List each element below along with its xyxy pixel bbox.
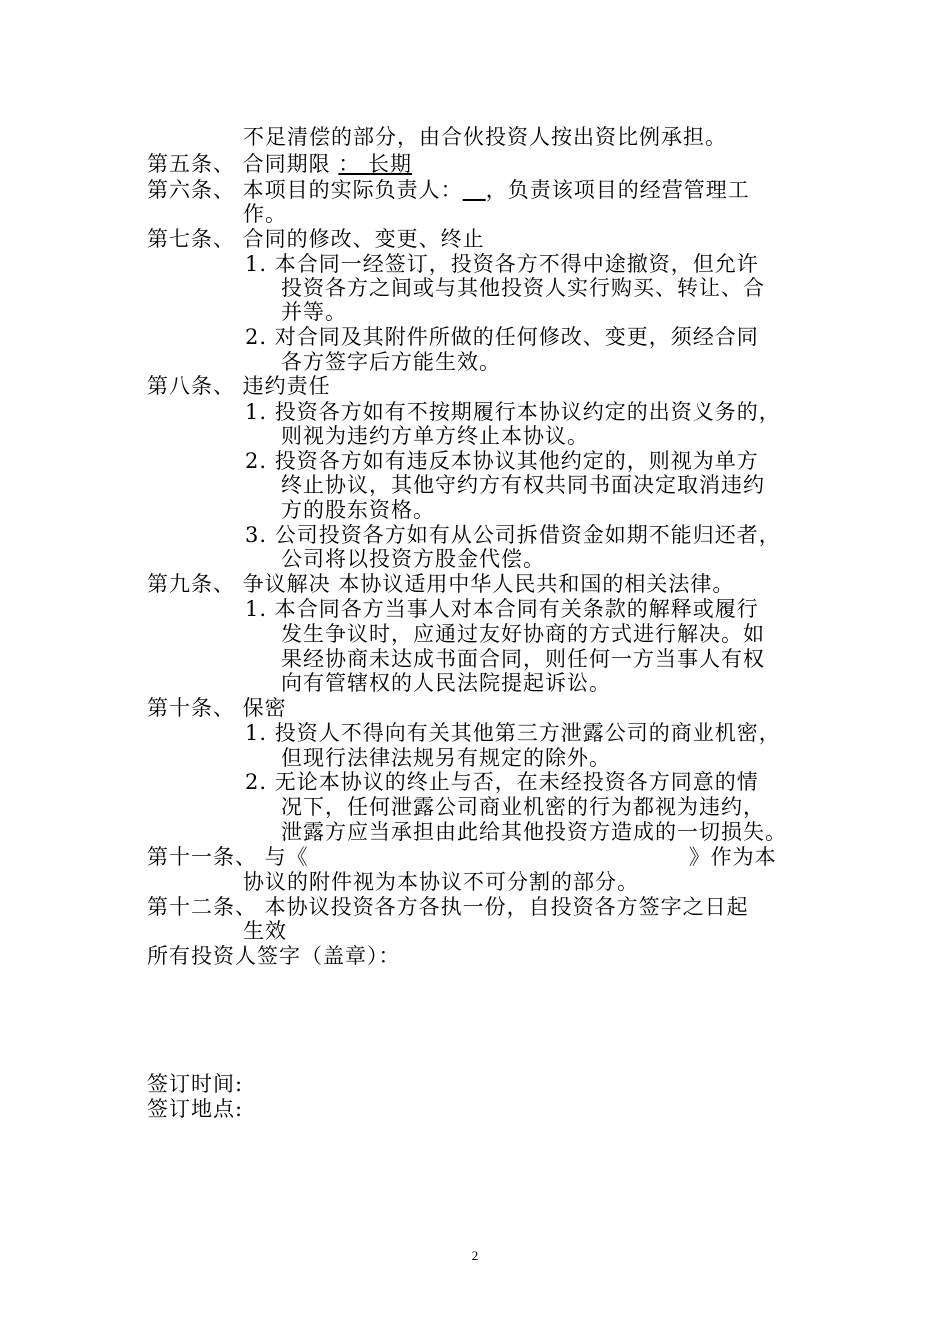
- text-line: 况下，任何泄露公司商业机密的行为都视为违约，: [281, 795, 765, 819]
- text-line: 向有管辖权的人民法院提起诉讼。: [281, 671, 611, 695]
- text-line: 生效: [243, 919, 287, 943]
- article-12-line: 第十二条、 本协议投资各方各执一份，自投资各方签字之日起: [147, 895, 749, 919]
- text-line: 发生争议时，应通过友好协商的方式进行解决。如: [281, 622, 765, 646]
- article-5-line: [147, 152, 412, 176]
- text-line: 并等。: [281, 300, 347, 324]
- text-line: 协议的附件视为本协议不可分割的部分。: [243, 870, 639, 894]
- text-line: 则视为违约方单方终止本协议。: [281, 424, 589, 448]
- article-11-suffix: 》作为本: [688, 845, 777, 869]
- list-item: 2. 投资各方如有违反本协议其他约定的，则视为单方: [245, 449, 759, 473]
- list-item: 2. 对合同及其附件所做的任何修改、变更，须经合同: [245, 325, 759, 349]
- article-9-heading: 第九条、 争议解决 本协议适用中华人民共和国的相关法律。: [147, 572, 735, 596]
- contract-term-value: ： 长期: [338, 152, 413, 176]
- text-line: 各方签字后方能生效。: [281, 350, 501, 374]
- signing-time-label: 签订时间:: [147, 1072, 244, 1096]
- article-11-line: [147, 845, 777, 869]
- list-item: 1. 本合同各方当事人对本合同有关条款的解释或履行: [245, 597, 759, 621]
- responsible-person-blank: [463, 178, 486, 202]
- text-line: 泄露方应当承担由此给其他投资方造成的一切损失。: [281, 820, 787, 844]
- text-line: 方的股东资格。: [281, 498, 435, 522]
- article-10-heading: 第十条、 保密: [147, 696, 287, 720]
- page-number: 2: [471, 1248, 479, 1263]
- article-7-heading: 第七条、 合同的修改、变更、终止: [147, 227, 485, 251]
- text-line: 公司将以投资方股金代偿。: [281, 547, 545, 571]
- signing-place-label: 签订地点:: [147, 1097, 244, 1121]
- list-item: 2. 无论本协议的终止与否，在未经投资各方同意的情: [245, 770, 759, 794]
- text-line: 投资各方之间或与其他投资人实行购买、转让、合: [281, 276, 765, 300]
- article-6-suffix: ，负责该项目的经营管理工: [485, 178, 750, 202]
- investor-signature-label: 所有投资人签字（盖章）：: [147, 944, 401, 968]
- article-5-label: 第五条、 合同期限: [147, 152, 339, 176]
- text-line: 终止协议，其他守约方有权共同书面决定取消违约: [281, 473, 765, 497]
- list-item: 3. 公司投资各方如有从公司拆借资金如期不能归还者，: [245, 523, 781, 547]
- list-item: 1. 投资人不得向有关其他第三方泄露公司的商业机密，: [245, 721, 781, 745]
- article-6-label: 第六条、 本项目的实际负责人：: [147, 178, 463, 202]
- list-item: 1. 本合同一经签订，投资各方不得中途撤资，但允许: [245, 252, 759, 276]
- text-line: 但现行法律法规另有规定的除外。: [281, 746, 611, 770]
- text-line: 不足清偿的部分，由合伙投资人按出资比例承担。: [243, 125, 727, 149]
- text-line: 果经协商未达成书面合同，则任何一方当事人有权: [281, 647, 765, 671]
- text-line: 作。: [243, 202, 287, 226]
- article-11-label: 第十一条、 与《: [147, 845, 309, 869]
- article-8-heading: 第八条、 违约责任: [147, 374, 331, 398]
- article-6-line: [147, 178, 750, 202]
- list-item: 1. 投资各方如有不按期履行本协议约定的出资义务的，: [245, 400, 781, 424]
